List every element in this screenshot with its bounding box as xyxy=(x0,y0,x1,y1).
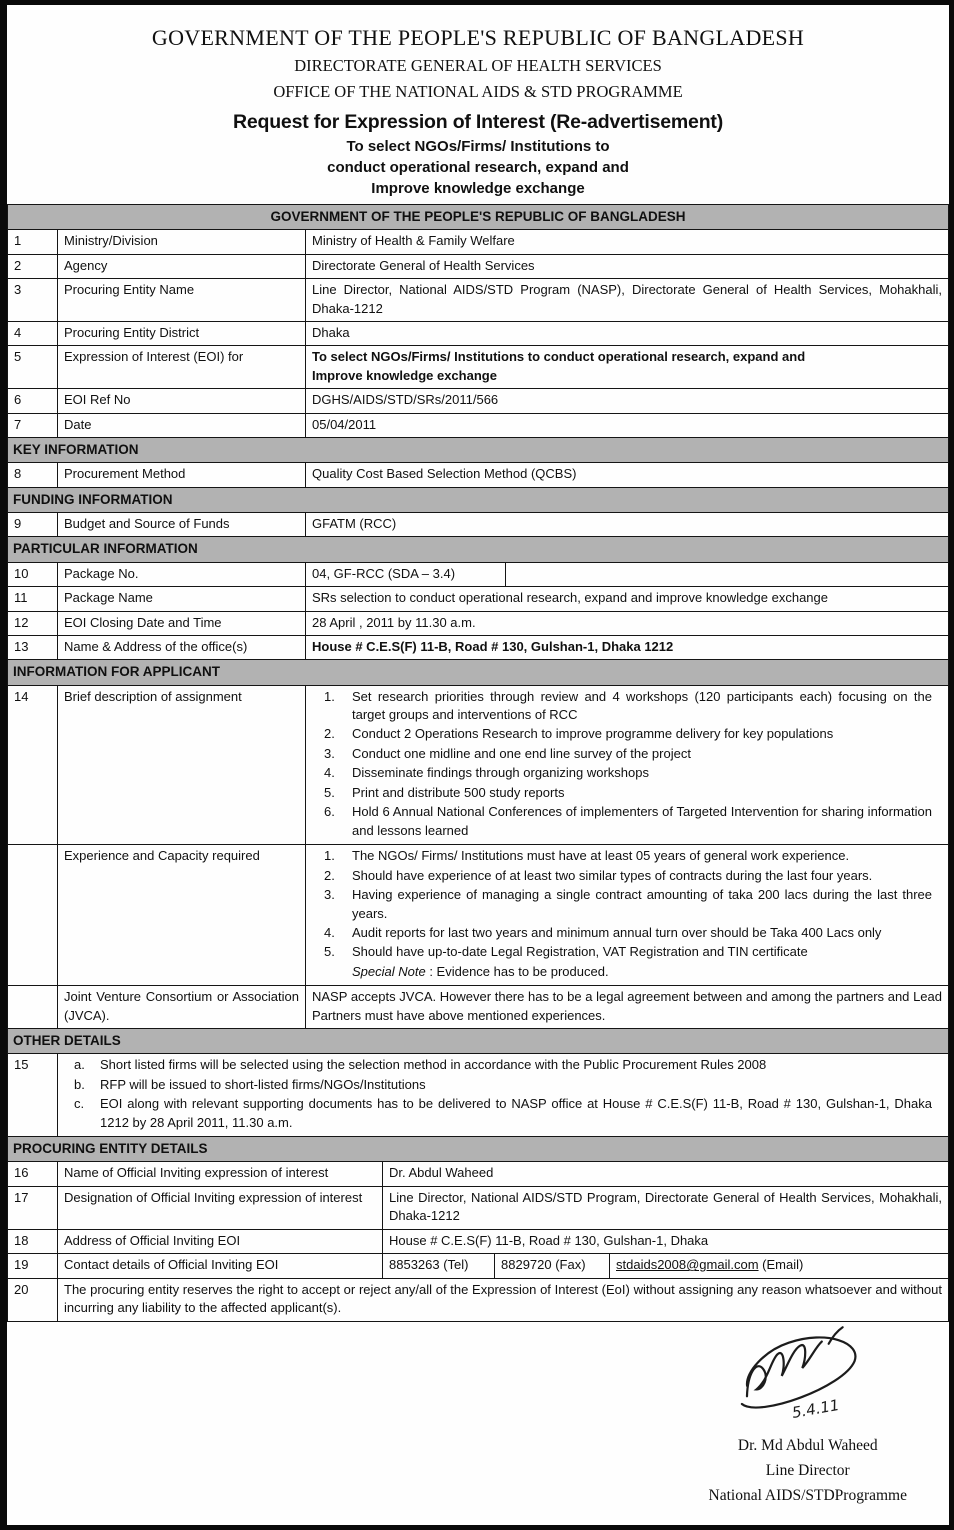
signatory-title: Line Director xyxy=(765,1462,850,1479)
section-band-other-details xyxy=(8,1029,949,1054)
section-band-particular-information xyxy=(8,537,949,562)
row-value: House # C.E.S(F) 11-B, Road # 130, Gulshan-1, Dhaka 1212 xyxy=(306,635,949,659)
list-item: Disseminate findings through organizing workshops xyxy=(352,765,649,781)
signature-area xyxy=(709,1318,897,1430)
row-value: NASP accepts JVCA. However there has to be a legal agreement between and among the partners and Lead Partners must have above mentioned experiences. xyxy=(306,986,949,1029)
row-value xyxy=(306,685,949,845)
row-number: 3 xyxy=(8,279,58,322)
list-item: Print and distribute 500 study reports xyxy=(352,784,565,800)
row-number: 10 xyxy=(8,562,58,586)
section-band-label: OTHER DETAILS xyxy=(8,1029,949,1054)
row-number: 2 xyxy=(8,254,58,278)
table-row xyxy=(8,346,949,389)
table-row xyxy=(8,1229,949,1253)
section-band-funding-information xyxy=(8,487,949,512)
general-info-table xyxy=(7,204,949,1029)
section-band-label: PARTICULAR INFORMATION xyxy=(8,537,949,562)
row-label: Contact details of Official Inviting EOI xyxy=(58,1254,383,1278)
row-number: 18 xyxy=(8,1229,58,1253)
section-band-label: FUNDING INFORMATION xyxy=(8,487,949,512)
row-label: Ministry/Division xyxy=(58,230,306,254)
contact-email xyxy=(610,1254,949,1278)
row-label: Date xyxy=(58,413,306,437)
section-band-procuring-entity xyxy=(8,1137,949,1162)
row-number: 19 xyxy=(8,1254,58,1278)
table-row xyxy=(8,230,949,254)
section-band-key-information xyxy=(8,438,949,463)
row-label: Procurement Method xyxy=(58,463,306,487)
row-label: Agency xyxy=(58,254,306,278)
row-number: 20 xyxy=(8,1278,58,1321)
row-number: 8 xyxy=(8,463,58,487)
table-row xyxy=(8,413,949,437)
row-label: Package Name xyxy=(58,587,306,611)
email-suffix: (Email) xyxy=(758,1257,804,1273)
section-band-label: KEY INFORMATION xyxy=(8,438,949,463)
row-label: Address of Official Inviting EOI xyxy=(58,1229,383,1253)
table-row xyxy=(8,562,949,586)
row-number: 7 xyxy=(8,413,58,437)
list-item: The NGOs/ Firms/ Institutions must have at least 05 years of general work experience. xyxy=(352,848,850,864)
section-band-label: PROCURING ENTITY DETAILS xyxy=(8,1137,949,1162)
row-value: Line Director, National AIDS/STD Program, Directorate General of Health Services, Mohakhali, Dhaka-1212 xyxy=(383,1186,949,1229)
row-number: 14 xyxy=(8,685,58,845)
row-value: Line Director, National AIDS/STD Program (NASP), Directorate General of Health Services, Mohakhali, Dhaka-1212 xyxy=(306,279,949,322)
table-row xyxy=(8,1162,949,1186)
email-address: stdaids2008@gmail.com xyxy=(616,1257,759,1273)
row-value: GFATM (RCC) xyxy=(306,513,949,537)
signature-image xyxy=(713,1318,893,1430)
table-row xyxy=(8,1186,949,1229)
table-row xyxy=(8,254,949,278)
signature-block xyxy=(709,1318,907,1505)
row-label: Brief description of assignment xyxy=(58,685,306,845)
row-value: Directorate General of Health Services xyxy=(306,254,949,278)
table-row xyxy=(8,463,949,487)
row-number: 13 xyxy=(8,635,58,659)
row-label: Name & Address of the office(s) xyxy=(58,635,306,659)
eoi-for-line2: Improve knowledge exchange xyxy=(312,367,497,383)
eoi-for-line1: To select NGOs/Firms/ Institutions to conduct operational research, expand and xyxy=(312,349,806,365)
row-number: 11 xyxy=(8,587,58,611)
table-row-contact xyxy=(8,1254,949,1278)
row-label: EOI Closing Date and Time xyxy=(58,611,306,635)
document-subtitle-line: To select NGOs/Firms/ Institutions to xyxy=(346,138,610,155)
section-band-label: INFORMATION FOR APPLICANT xyxy=(8,660,949,685)
header-office-line: OFFICE OF THE NATIONAL AIDS & STD PROGRAMME xyxy=(273,82,683,101)
row-value: Ministry of Health & Family Welfare xyxy=(306,230,949,254)
row-label: Experience and Capacity required xyxy=(58,845,306,986)
table-row xyxy=(8,587,949,611)
row-value: House # C.E.S(F) 11-B, Road # 130, Gulshan-1, Dhaka xyxy=(383,1229,949,1253)
row-value xyxy=(306,845,949,986)
document-subtitle-line: Improve knowledge exchange xyxy=(371,180,585,197)
table-row xyxy=(8,321,949,345)
row-value: 04, GF-RCC (SDA – 3.4) xyxy=(306,562,506,586)
row-label: Expression of Interest (EOI) for xyxy=(58,346,306,389)
row-label: EOI Ref No xyxy=(58,389,306,413)
list-item: Audit reports for last two years and minimum annual turn over should be Taka 400 Lacs only xyxy=(352,925,882,941)
list-item: Should have up-to-date Legal Registration, VAT Registration and TIN certificate xyxy=(352,944,808,960)
section-band-label: GOVERNMENT OF THE PEOPLE'S REPUBLIC OF BANGLADESH xyxy=(8,205,949,230)
row-value: Dr. Abdul Waheed xyxy=(383,1162,949,1186)
special-note xyxy=(312,963,942,982)
row-label: Name of Official Inviting expression of interest xyxy=(58,1162,383,1186)
row-number-empty xyxy=(8,845,58,986)
experience-list xyxy=(312,847,942,963)
list-item: EOI along with relevant supporting documents has to be delivered to NASP office at House # C.E.S(F) 11-B, Road # 130, Gulshan-1, Dhaka 1212 by 28 April 2011, 11.30 a.m. xyxy=(100,1096,932,1130)
list-item: Conduct 2 Operations Research to improve programme delivery for key populations xyxy=(352,726,834,742)
row-value xyxy=(306,346,949,389)
row-label: Joint Venture Consortium or Association (JVCA). xyxy=(58,986,306,1029)
list-item: RFP will be issued to short-listed firms/NGOs/Institutions xyxy=(100,1076,426,1092)
contact-tel: 8853263 (Tel) xyxy=(383,1254,495,1278)
table-row xyxy=(8,611,949,635)
list-item: Conduct one midline and one end line survey of the project xyxy=(352,745,691,761)
row-number: 9 xyxy=(8,513,58,537)
row-number: 17 xyxy=(8,1186,58,1229)
row-value: DGHS/AIDS/STD/SRs/2011/566 xyxy=(306,389,949,413)
row-value: 28 April , 2011 by 11.30 a.m. xyxy=(306,611,949,635)
row-number: 5 xyxy=(8,346,58,389)
table-row-disclaimer xyxy=(8,1278,949,1321)
list-item: Hold 6 Annual National Conferences of implementers of Targeted Intervention for sharing information and lessons learned xyxy=(352,804,932,838)
signatory-name: Dr. Md Abdul Waheed xyxy=(737,1437,878,1454)
row-number: 4 xyxy=(8,321,58,345)
list-item: Should have experience of at least two similar types of contracts during the last four years. xyxy=(352,867,873,883)
list-item: Having experience of managing a single contract amounting of taka 200 lacs during the last three years. xyxy=(352,887,932,921)
contact-fax: 8829720 (Fax) xyxy=(495,1254,610,1278)
table-row-jvca xyxy=(8,986,949,1029)
list-item: Set research priorities through review and 4 workshops (120 participants each) focusing on the target groups and interventions of RCC xyxy=(352,688,932,723)
section-band-information-for-applicant xyxy=(8,660,949,685)
table-row xyxy=(8,279,949,322)
row-label: Designation of Official Inviting expression of interest xyxy=(58,1186,383,1229)
header-government-line: GOVERNMENT OF THE PEOPLE'S REPUBLIC OF BANGLADESH xyxy=(151,25,805,50)
document-header xyxy=(7,5,949,205)
procuring-entity-table xyxy=(7,1136,949,1321)
row-number: 15 xyxy=(8,1054,58,1137)
row-value: SRs selection to conduct operational research, expand and improve knowledge exchange xyxy=(306,587,949,611)
row-number: 12 xyxy=(8,611,58,635)
row-number: 16 xyxy=(8,1162,58,1186)
row-value: 05/04/2011 xyxy=(306,413,949,437)
signatory-org: National AIDS/STDProgramme xyxy=(708,1487,907,1504)
other-details-list xyxy=(64,1056,942,1133)
table-row xyxy=(8,513,949,537)
special-note-text: : Evidence has to be produced. xyxy=(425,963,609,979)
table-row-other-details xyxy=(8,1054,949,1137)
table-row xyxy=(8,389,949,413)
row-value xyxy=(58,1054,949,1137)
table-row-experience xyxy=(8,845,949,986)
special-note-label: Special Note xyxy=(352,963,426,979)
row-number-empty xyxy=(8,986,58,1029)
row-label: Package No. xyxy=(58,562,306,586)
row-number: 1 xyxy=(8,230,58,254)
row-value: Quality Cost Based Selection Method (QCBS) xyxy=(306,463,949,487)
section-band-government xyxy=(8,205,949,230)
row-value: Dhaka xyxy=(306,321,949,345)
document-title: Request for Expression of Interest (Re-advertisement) xyxy=(232,111,724,133)
row-value: The procuring entity reserves the right to accept or reject any/all of the Expression of Interest (EoI) without assigning any reason whatsoever and without incurring any liability to the affected applicant(s). xyxy=(58,1278,949,1321)
list-item: Short listed firms will be selected using the selection method in accordance with the Public Procurement Rules 2008 xyxy=(100,1057,767,1073)
document-subtitle-line: conduct operational research, expand and xyxy=(327,159,629,176)
row-label: Procuring Entity Name xyxy=(58,279,306,322)
signature-date: 5.4.11 xyxy=(790,1395,841,1422)
row-number: 6 xyxy=(8,389,58,413)
row-label: Budget and Source of Funds xyxy=(58,513,306,537)
table-row xyxy=(8,635,949,659)
brief-description-list xyxy=(312,688,942,842)
header-directorate-line: DIRECTORATE GENERAL OF HEALTH SERVICES xyxy=(294,56,662,75)
row-label: Procuring Entity District xyxy=(58,321,306,345)
table-row-brief-description xyxy=(8,685,949,845)
other-details-table xyxy=(7,1028,949,1137)
row-value-empty xyxy=(506,562,949,586)
